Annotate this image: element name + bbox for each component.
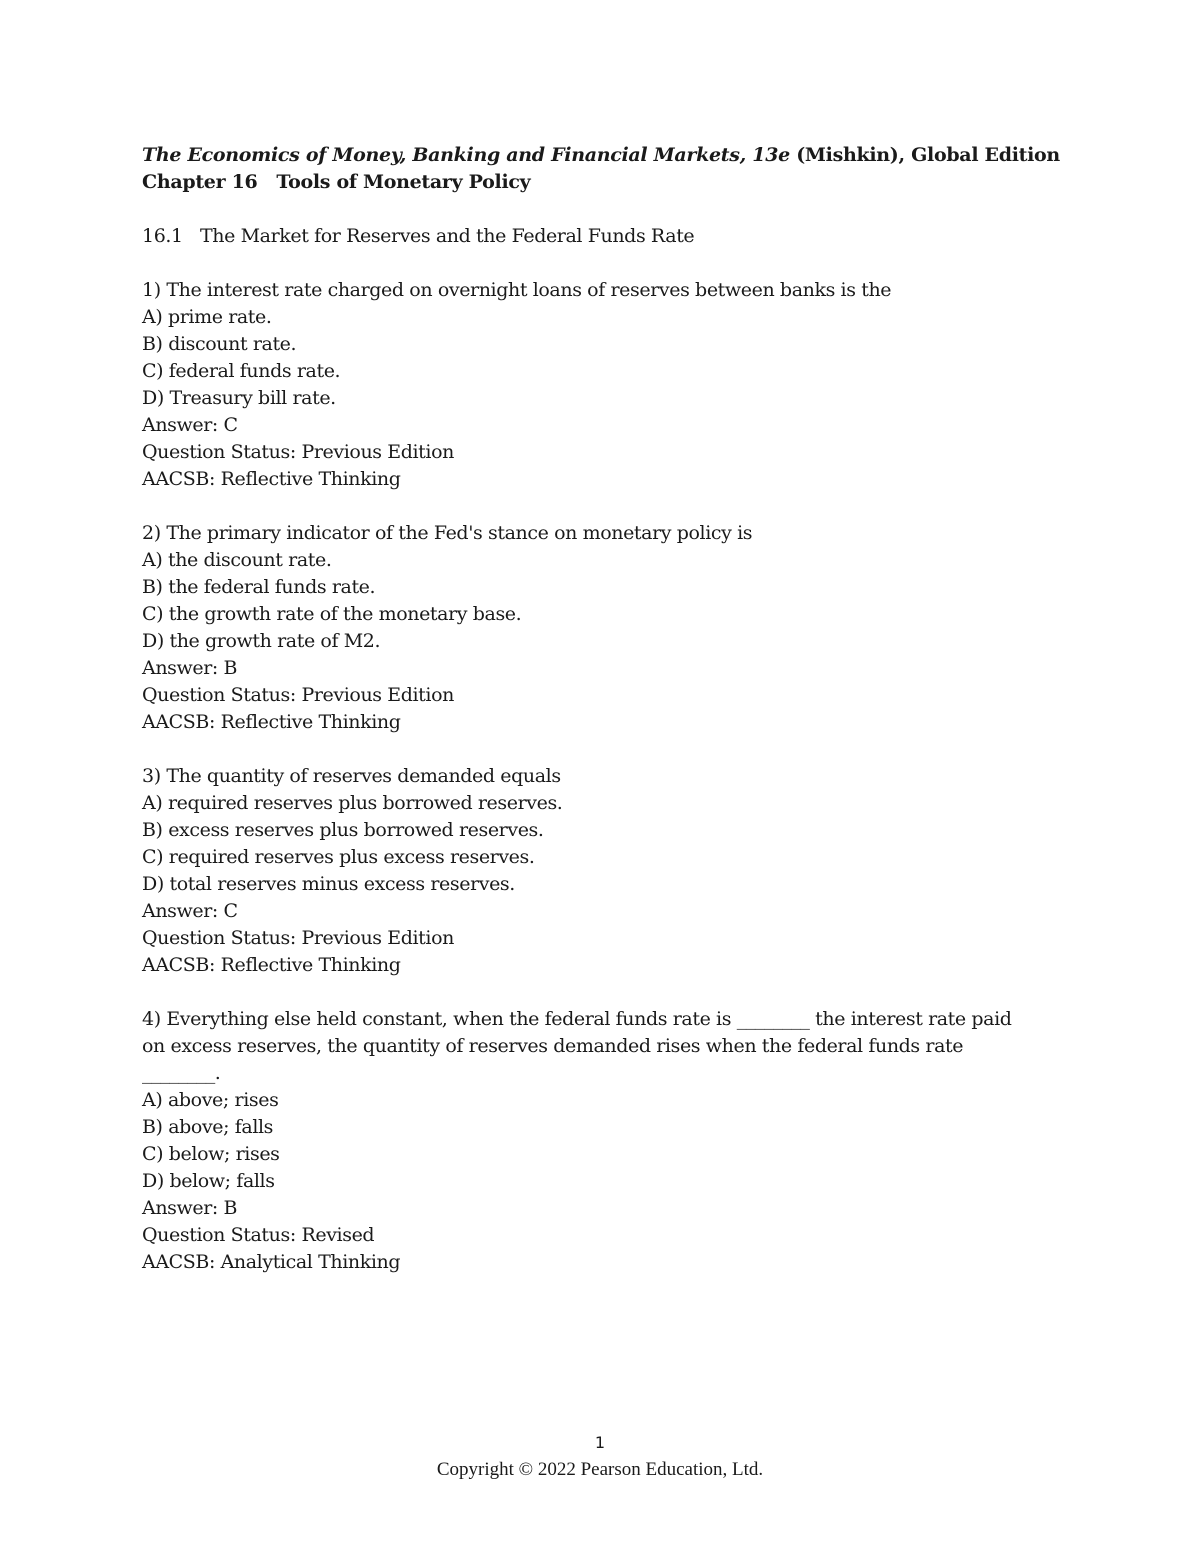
section-heading — [142, 223, 1062, 250]
book-title-edition: (Mishkin), Global Edition — [789, 144, 1060, 166]
page-number: 1 — [594, 1433, 606, 1452]
question-status: Question Status: Revised — [142, 1224, 375, 1246]
question-stem-line-1: 4) Everything else held constant, when the federal funds rate is ________ the interest rate paid — [142, 1008, 1012, 1030]
chapter-title: Tools of Monetary Policy — [276, 171, 531, 193]
spacer — [142, 250, 1062, 277]
option-a: A) required reserves plus borrowed reserves. — [142, 792, 563, 814]
answer: Answer: C — [142, 414, 238, 436]
answer: Answer: C — [142, 900, 238, 922]
option-b: B) above; falls — [142, 1116, 274, 1138]
option-b: B) the federal funds rate. — [142, 576, 376, 598]
section-number: 16.1 — [142, 225, 183, 247]
aacsb: AACSB: Reflective Thinking — [142, 468, 401, 490]
section-title: The Market for Reserves and the Federal Funds Rate — [200, 225, 695, 247]
document-page — [142, 142, 1062, 1303]
aacsb: AACSB: Reflective Thinking — [142, 711, 401, 733]
question-1 — [142, 277, 1062, 493]
question-status: Question Status: Previous Edition — [142, 927, 454, 949]
option-c: C) the growth rate of the monetary base. — [142, 603, 522, 625]
option-b: B) discount rate. — [142, 333, 297, 355]
option-c: C) below; rises — [142, 1143, 280, 1165]
question-stem-line-3: ________. — [142, 1062, 221, 1084]
question-stem-line-2: on excess reserves, the quantity of reserves demanded rises when the federal funds rate — [142, 1035, 964, 1057]
option-a: A) prime rate. — [142, 306, 272, 328]
aacsb: AACSB: Reflective Thinking — [142, 954, 401, 976]
chapter-heading — [142, 169, 1062, 196]
answer: Answer: B — [142, 1197, 238, 1219]
question-status: Question Status: Previous Edition — [142, 441, 454, 463]
option-d: D) total reserves minus excess reserves. — [142, 873, 515, 895]
question-stem: 1) The interest rate charged on overnight loans of reserves between banks is the — [142, 279, 892, 301]
question-stem: 2) The primary indicator of the Fed's stance on monetary policy is — [142, 522, 753, 544]
answer: Answer: B — [142, 657, 238, 679]
aacsb: AACSB: Analytical Thinking — [142, 1251, 401, 1273]
question-4 — [142, 1006, 1062, 1276]
option-d: D) below; falls — [142, 1170, 275, 1192]
option-c: C) federal funds rate. — [142, 360, 341, 382]
question-2 — [142, 520, 1062, 736]
option-d: D) the growth rate of M2. — [142, 630, 381, 652]
book-title-italic: The Economics of Money, Banking and Financial Markets, 13e — [142, 144, 790, 166]
book-title — [142, 142, 1062, 169]
spacer — [142, 196, 1062, 223]
option-a: A) the discount rate. — [142, 549, 332, 571]
question-3 — [142, 763, 1062, 979]
chapter-number: Chapter 16 — [142, 171, 258, 193]
option-c: C) required reserves plus excess reserves. — [142, 846, 535, 868]
option-a: A) above; rises — [142, 1089, 279, 1111]
option-d: D) Treasury bill rate. — [142, 387, 336, 409]
option-b: B) excess reserves plus borrowed reserves. — [142, 819, 544, 841]
question-status: Question Status: Previous Edition — [142, 684, 454, 706]
copyright-notice: Copyright © 2022 Pearson Education, Ltd. — [436, 1459, 764, 1480]
question-stem: 3) The quantity of reserves demanded equals — [142, 765, 561, 787]
